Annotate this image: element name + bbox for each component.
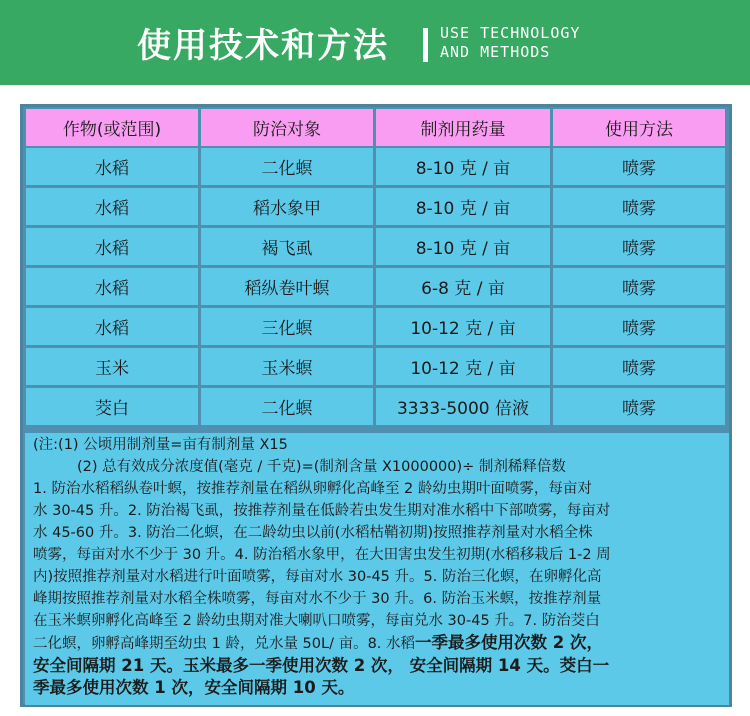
table-cell: 8-10 克 / 亩 [376,188,550,225]
header-banner [0,0,750,85]
table-cell: 水稻 [26,268,198,305]
note-line-bold: 安全间隔期 21 天。玉米最多一季使用次数 2 次， 安全间隔期 14 天。茭白一 [33,656,610,675]
table-cell: 6-8 克 / 亩 [376,268,550,305]
table-header-cell: 使用方法 [553,109,725,146]
note-line: (2) 总有效成分浓度值(毫克 / 千克)=(制剂含量 X1000000)÷ 制剂稀释倍数 [77,459,566,475]
table-cell: 喷雾 [553,228,725,265]
table-cell: 二化螟 [201,148,373,185]
table-cell: 喷雾 [553,388,725,425]
note-line [33,632,721,655]
note-line: 1. 防治水稻稻纵卷叶螟，按推荐剂量在稻纵卵孵化高峰至 2 龄幼虫期叶面喷雾，每亩对 [33,481,592,497]
table-cell: 水稻 [26,148,198,185]
table-header-cell: 制剂用药量 [376,109,550,146]
table-cell: 10-12 克 / 亩 [376,308,550,345]
table-cell: 8-10 克 / 亩 [376,148,550,185]
table-cell: 玉米螟 [201,348,373,385]
table-cell: 喷雾 [553,308,725,345]
table-cell: 三化螟 [201,308,373,345]
note-line: 水 30-45 升。2. 防治褐飞虱，按推荐剂量在低龄若虫发生期对准水稻中下部喷雾，每亩对 [33,503,611,519]
note-line: 内)按照推荐剂量对水稻进行叶面喷雾，每亩对水 30-45 升。5. 防治三化螟，在卵孵化高 [33,569,602,585]
table-cell: 10-12 克 / 亩 [376,348,550,385]
table-cell: 稻纵卷叶螟 [201,268,373,305]
table-cell: 二化螟 [201,388,373,425]
note-line: 峰期按照推荐剂量对水稻全株喷雾，每亩对水不少于 30 升。6. 防治玉米螟，按推荐剂量 [33,591,602,607]
note-line: (注:(1) 公顷用制剂量=亩有制剂量 X15 [33,437,288,453]
note-text-bold: 一季最多使用次数 2 次， [415,633,604,652]
note-line-bold: 季最多使用次数 1 次，安全间隔期 10 天。 [33,678,355,697]
table-cell: 水稻 [26,308,198,345]
page-title: 使用技术和方法 [137,26,389,66]
page-subtitle [440,24,580,62]
table-cell: 玉米 [26,348,198,385]
subtitle-line-1: USE TECHNOLOGY [440,24,581,42]
table-cell: 3333-5000 倍液 [376,388,550,425]
notes-box [25,433,729,705]
table-cell: 喷雾 [553,268,725,305]
table-cell: 喷雾 [553,348,725,385]
subtitle-line-2: AND METHODS [440,43,551,61]
note-line: 在玉米螟卵孵化高峰至 2 龄幼虫期对准大喇叭口喷雾，每亩兑水 30-45 升。7. 防治茭白 [33,613,600,629]
table-header-cell: 作物(或范围) [26,109,198,146]
table-cell: 喷雾 [553,188,725,225]
table-cell: 8-10 克 / 亩 [376,228,550,265]
note-line: 水 45-60 升。3. 防治二化螟，在二龄幼虫以前(水稻枯鞘初期)按照推荐剂量对水稻全株 [33,525,593,541]
title-divider [423,28,428,62]
table-cell: 喷雾 [553,148,725,185]
table-cell: 茭白 [26,388,198,425]
table-cell: 稻水象甲 [201,188,373,225]
table-cell: 水稻 [26,228,198,265]
table-cell: 褐飞虱 [201,228,373,265]
table-header-cell: 防治对象 [201,109,373,146]
note-text: 二化螟，卵孵高峰期至幼虫 1 龄，兑水量 50L/ 亩。8. 水稻 [33,636,416,652]
table-cell: 水稻 [26,188,198,225]
note-line: 喷雾，每亩对水不少于 30 升。4. 防治稻水象甲，在大田害虫发生初期(水稻移栽后 1-2 周 [33,547,611,563]
